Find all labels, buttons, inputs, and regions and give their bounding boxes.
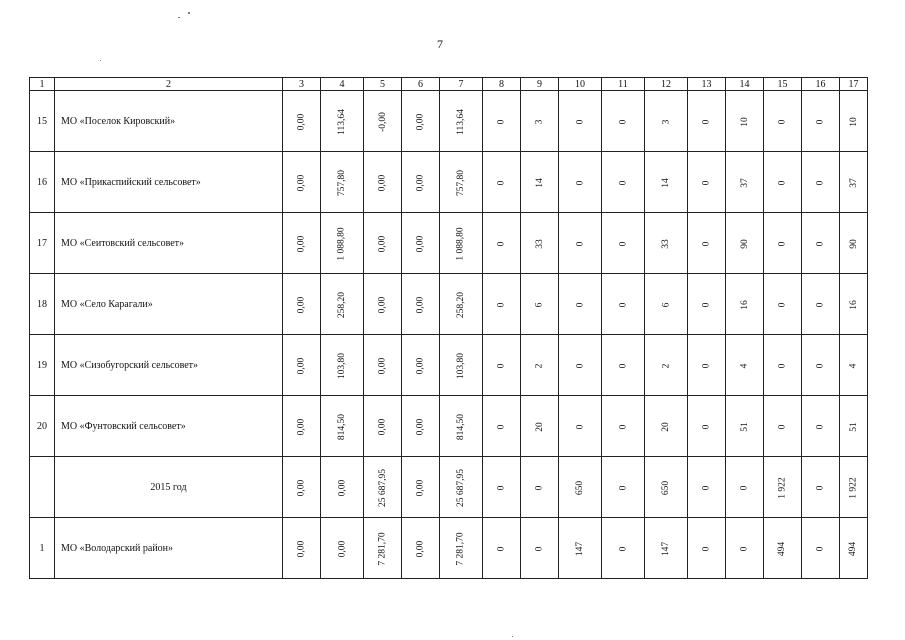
- cell-value: 814,50: [456, 413, 466, 440]
- value-cell: [802, 274, 840, 335]
- cell-value: 7 281,70: [377, 531, 388, 566]
- cell-value: 33: [661, 238, 671, 249]
- cell-value: 51: [848, 421, 859, 432]
- value-cell: [483, 457, 521, 518]
- cell-value: 51: [739, 421, 750, 432]
- value-cell: [645, 457, 688, 518]
- cell-value: 16: [739, 299, 750, 310]
- cell-value: 0: [618, 363, 628, 368]
- cell-value: 16: [848, 299, 859, 310]
- value-cell: [802, 335, 840, 396]
- table-row: [30, 274, 868, 335]
- value-cell: [321, 91, 364, 152]
- value-cell: [802, 457, 840, 518]
- scan-speck: [100, 60, 101, 61]
- table-row: [30, 152, 868, 213]
- value-cell: [402, 91, 440, 152]
- municipality-name: МО «Сеитовский сельсовет»: [55, 213, 283, 274]
- cell-value: 757,80: [456, 169, 466, 196]
- value-cell: [764, 396, 802, 457]
- value-cell: [521, 274, 559, 335]
- value-cell: [440, 152, 483, 213]
- cell-value: 0: [496, 485, 507, 490]
- cell-value: 1 922: [848, 476, 859, 499]
- cell-value: 147: [575, 541, 585, 556]
- cell-value: 147: [661, 541, 671, 556]
- value-cell: [840, 396, 868, 457]
- column-number: 8: [483, 78, 521, 91]
- value-cell: [602, 335, 645, 396]
- cell-value: 0: [496, 302, 507, 307]
- cell-value: 103,80: [456, 352, 466, 379]
- value-cell: [559, 213, 602, 274]
- cell-value: 0: [496, 546, 507, 551]
- cell-value: 757,80: [337, 169, 347, 196]
- cell-value: 0: [575, 119, 585, 124]
- value-cell: [602, 457, 645, 518]
- value-cell: [321, 335, 364, 396]
- value-cell: [364, 457, 402, 518]
- cell-value: 0,00: [415, 235, 426, 252]
- page-number: 7: [437, 37, 443, 51]
- value-cell: [726, 457, 764, 518]
- value-cell: [483, 152, 521, 213]
- value-cell: [364, 396, 402, 457]
- scan-speck: [512, 636, 513, 637]
- cell-value: 0: [496, 241, 507, 246]
- value-cell: [840, 335, 868, 396]
- value-cell: [802, 213, 840, 274]
- cell-value: 0: [777, 424, 788, 429]
- cell-value: 0: [496, 424, 507, 429]
- data-table: [29, 77, 868, 579]
- cell-value: 0: [815, 119, 826, 124]
- value-cell: [726, 213, 764, 274]
- cell-value: 0: [575, 302, 585, 307]
- cell-value: 90: [848, 238, 859, 249]
- row-number: 16: [30, 152, 55, 213]
- value-cell: [688, 457, 726, 518]
- row-number: 1: [30, 518, 55, 579]
- cell-value: 0,00: [415, 174, 426, 191]
- cell-value: 0: [575, 241, 585, 246]
- cell-value: 90: [739, 238, 750, 249]
- value-cell: [726, 274, 764, 335]
- value-cell: [559, 518, 602, 579]
- row-number: 19: [30, 335, 55, 396]
- cell-value: 25 687,95: [378, 468, 388, 507]
- table-row: [30, 457, 868, 518]
- value-cell: [802, 396, 840, 457]
- value-cell: [688, 152, 726, 213]
- value-cell: [483, 91, 521, 152]
- value-cell: [645, 152, 688, 213]
- value-cell: [321, 457, 364, 518]
- cell-value: 25 687,95: [456, 468, 466, 507]
- cell-value: -0,00: [377, 111, 388, 132]
- header-row: [30, 78, 868, 91]
- value-cell: [840, 518, 868, 579]
- value-cell: [364, 152, 402, 213]
- cell-value: 0: [777, 363, 788, 368]
- column-number: 17: [840, 78, 868, 91]
- cell-value: 3: [534, 119, 545, 124]
- cell-value: 0: [534, 485, 545, 490]
- cell-value: 0: [777, 241, 788, 246]
- value-cell: [688, 335, 726, 396]
- value-cell: [688, 91, 726, 152]
- value-cell: [402, 396, 440, 457]
- cell-value: 0,00: [377, 296, 388, 313]
- value-cell: [521, 335, 559, 396]
- cell-value: 0: [815, 180, 826, 185]
- value-cell: [440, 91, 483, 152]
- cell-value: 3: [661, 119, 671, 124]
- cell-value: 0: [701, 119, 712, 124]
- cell-value: 0: [575, 424, 585, 429]
- cell-value: 0: [815, 363, 826, 368]
- table-row: [30, 213, 868, 274]
- value-cell: [645, 518, 688, 579]
- municipality-name: МО «Фунтовский сельсовет»: [55, 396, 283, 457]
- cell-value: 0,00: [377, 174, 388, 191]
- cell-value: 113,64: [337, 108, 347, 135]
- column-number: 16: [802, 78, 840, 91]
- cell-value: 0: [701, 180, 712, 185]
- value-cell: [440, 213, 483, 274]
- cell-value: 2: [534, 363, 545, 368]
- value-cell: [483, 396, 521, 457]
- cell-value: 0: [534, 546, 545, 551]
- value-cell: [321, 518, 364, 579]
- value-cell: [645, 335, 688, 396]
- cell-value: 0: [777, 180, 788, 185]
- value-cell: [440, 396, 483, 457]
- value-cell: [764, 518, 802, 579]
- cell-value: 0,00: [337, 540, 347, 557]
- cell-value: 0,00: [296, 296, 307, 313]
- cell-value: 0: [815, 241, 826, 246]
- cell-value: 0: [618, 119, 628, 124]
- value-cell: [645, 396, 688, 457]
- cell-value: 0: [618, 180, 628, 185]
- cell-value: 0,00: [296, 235, 307, 252]
- value-cell: [283, 396, 321, 457]
- cell-value: 0: [815, 302, 826, 307]
- cell-value: 0: [575, 180, 585, 185]
- value-cell: [402, 213, 440, 274]
- value-cell: [840, 457, 868, 518]
- value-cell: [402, 518, 440, 579]
- column-number: 14: [726, 78, 764, 91]
- table-row: [30, 518, 868, 579]
- value-cell: [559, 152, 602, 213]
- cell-value: 10: [739, 116, 750, 127]
- value-cell: [802, 518, 840, 579]
- column-number: 7: [440, 78, 483, 91]
- row-number: 18: [30, 274, 55, 335]
- cell-value: 0: [618, 241, 628, 246]
- column-number: 3: [283, 78, 321, 91]
- cell-value: 0: [496, 363, 507, 368]
- cell-value: 113,64: [456, 108, 466, 135]
- value-cell: [840, 213, 868, 274]
- value-cell: [840, 152, 868, 213]
- cell-value: 650: [575, 480, 585, 495]
- cell-value: 258,20: [456, 291, 466, 318]
- column-number: 1: [30, 78, 55, 91]
- value-cell: [364, 518, 402, 579]
- value-cell: [726, 335, 764, 396]
- cell-value: 10: [848, 116, 859, 127]
- municipality-name: 2015 год: [55, 457, 283, 518]
- value-cell: [440, 457, 483, 518]
- cell-value: 1 088,80: [456, 226, 466, 261]
- cell-value: 258,20: [337, 291, 347, 318]
- row-number: [30, 457, 55, 518]
- column-number: 6: [402, 78, 440, 91]
- cell-value: 0,00: [415, 113, 426, 130]
- value-cell: [440, 335, 483, 396]
- value-cell: [364, 91, 402, 152]
- column-number: 15: [764, 78, 802, 91]
- value-cell: [483, 213, 521, 274]
- cell-value: 0,00: [296, 113, 307, 130]
- cell-value: 0: [701, 302, 712, 307]
- cell-value: 14: [661, 177, 671, 188]
- value-cell: [559, 396, 602, 457]
- value-cell: [602, 152, 645, 213]
- cell-value: 0,00: [296, 479, 307, 496]
- value-cell: [645, 213, 688, 274]
- value-cell: [364, 213, 402, 274]
- column-number: 11: [602, 78, 645, 91]
- value-cell: [559, 457, 602, 518]
- value-cell: [802, 91, 840, 152]
- value-cell: [602, 91, 645, 152]
- value-cell: [364, 335, 402, 396]
- cell-value: 0,00: [296, 418, 307, 435]
- municipality-name: МО «Прикаспийский сельсовет»: [55, 152, 283, 213]
- cell-value: 20: [661, 421, 671, 432]
- value-cell: [364, 274, 402, 335]
- value-cell: [726, 518, 764, 579]
- table-row: [30, 91, 868, 152]
- cell-value: 4: [848, 363, 859, 368]
- cell-value: 494: [848, 541, 859, 556]
- scan-speck: [178, 17, 180, 18]
- cell-value: 0,00: [415, 479, 426, 496]
- value-cell: [559, 91, 602, 152]
- column-number: 2: [55, 78, 283, 91]
- cell-value: 14: [534, 177, 545, 188]
- row-number: 17: [30, 213, 55, 274]
- column-number: 9: [521, 78, 559, 91]
- cell-value: 6: [661, 302, 671, 307]
- value-cell: [402, 152, 440, 213]
- value-cell: [764, 335, 802, 396]
- value-cell: [602, 518, 645, 579]
- cell-value: 0: [618, 485, 628, 490]
- cell-value: 1 922: [777, 476, 788, 499]
- cell-value: 0: [815, 546, 826, 551]
- cell-value: 0,00: [296, 174, 307, 191]
- cell-value: 0: [701, 241, 712, 246]
- value-cell: [840, 91, 868, 152]
- value-cell: [688, 396, 726, 457]
- cell-value: 37: [848, 177, 859, 188]
- column-number: 5: [364, 78, 402, 91]
- cell-value: 33: [534, 238, 545, 249]
- column-number: 13: [688, 78, 726, 91]
- value-cell: [521, 396, 559, 457]
- municipality-name: МО «Поселок Кировский»: [55, 91, 283, 152]
- cell-value: 0,00: [377, 235, 388, 252]
- value-cell: [726, 152, 764, 213]
- value-cell: [321, 396, 364, 457]
- cell-value: 0,00: [377, 418, 388, 435]
- cell-value: 494: [777, 541, 788, 556]
- cell-value: 37: [739, 177, 750, 188]
- value-cell: [283, 152, 321, 213]
- value-cell: [283, 91, 321, 152]
- cell-value: 814,50: [337, 413, 347, 440]
- municipality-name: МО «Село Карагали»: [55, 274, 283, 335]
- value-cell: [764, 91, 802, 152]
- value-cell: [440, 518, 483, 579]
- value-cell: [283, 274, 321, 335]
- column-number: 10: [559, 78, 602, 91]
- cell-value: 0: [815, 424, 826, 429]
- value-cell: [602, 396, 645, 457]
- cell-value: 0,00: [377, 357, 388, 374]
- cell-value: 103,80: [337, 352, 347, 379]
- value-cell: [602, 274, 645, 335]
- cell-value: 0: [618, 546, 628, 551]
- cell-value: 0: [701, 363, 712, 368]
- cell-value: 0: [777, 302, 788, 307]
- value-cell: [559, 274, 602, 335]
- value-cell: [840, 274, 868, 335]
- value-cell: [688, 274, 726, 335]
- cell-value: 0: [618, 424, 628, 429]
- cell-value: 0,00: [415, 357, 426, 374]
- cell-value: 0: [496, 119, 507, 124]
- value-cell: [402, 335, 440, 396]
- value-cell: [321, 274, 364, 335]
- cell-value: 2: [661, 363, 671, 368]
- value-cell: [521, 152, 559, 213]
- cell-value: 6: [534, 302, 545, 307]
- value-cell: [402, 274, 440, 335]
- value-cell: [764, 274, 802, 335]
- municipality-name: МО «Сизобугорский сельсовет»: [55, 335, 283, 396]
- value-cell: [283, 518, 321, 579]
- cell-value: 20: [534, 421, 545, 432]
- cell-value: 0,00: [337, 479, 347, 496]
- cell-value: 0: [618, 302, 628, 307]
- cell-value: 4: [739, 363, 750, 368]
- cell-value: 0: [815, 485, 826, 490]
- value-cell: [483, 274, 521, 335]
- value-cell: [483, 335, 521, 396]
- cell-value: 0: [739, 485, 750, 490]
- value-cell: [321, 213, 364, 274]
- value-cell: [521, 91, 559, 152]
- value-cell: [726, 396, 764, 457]
- value-cell: [764, 213, 802, 274]
- value-cell: [688, 213, 726, 274]
- cell-value: 0,00: [415, 296, 426, 313]
- cell-value: 0,00: [296, 357, 307, 374]
- column-number: 12: [645, 78, 688, 91]
- row-number: 20: [30, 396, 55, 457]
- scan-speck: [188, 12, 190, 14]
- municipality-name: МО «Володарский район»: [55, 518, 283, 579]
- cell-value: 0,00: [415, 418, 426, 435]
- cell-value: 0: [701, 546, 712, 551]
- value-cell: [802, 152, 840, 213]
- cell-value: 0,00: [296, 540, 307, 557]
- cell-value: 0: [496, 180, 507, 185]
- value-cell: [645, 274, 688, 335]
- value-cell: [764, 457, 802, 518]
- cell-value: 1 088,80: [337, 226, 347, 261]
- value-cell: [602, 213, 645, 274]
- value-cell: [559, 335, 602, 396]
- cell-value: 0: [701, 485, 712, 490]
- row-number: 15: [30, 91, 55, 152]
- cell-value: 650: [661, 480, 671, 495]
- cell-value: 0: [701, 424, 712, 429]
- table-row: [30, 335, 868, 396]
- value-cell: [440, 274, 483, 335]
- cell-value: 0: [777, 119, 788, 124]
- value-cell: [321, 152, 364, 213]
- value-cell: [483, 518, 521, 579]
- value-cell: [283, 335, 321, 396]
- value-cell: [521, 213, 559, 274]
- table-row: [30, 396, 868, 457]
- value-cell: [521, 518, 559, 579]
- cell-value: 7 281,70: [456, 531, 466, 566]
- value-cell: [283, 457, 321, 518]
- value-cell: [283, 213, 321, 274]
- cell-value: 0: [575, 363, 585, 368]
- cell-value: 0,00: [415, 540, 426, 557]
- value-cell: [645, 91, 688, 152]
- value-cell: [764, 152, 802, 213]
- value-cell: [726, 91, 764, 152]
- column-number: 4: [321, 78, 364, 91]
- cell-value: 0: [739, 546, 750, 551]
- value-cell: [402, 457, 440, 518]
- value-cell: [688, 518, 726, 579]
- value-cell: [521, 457, 559, 518]
